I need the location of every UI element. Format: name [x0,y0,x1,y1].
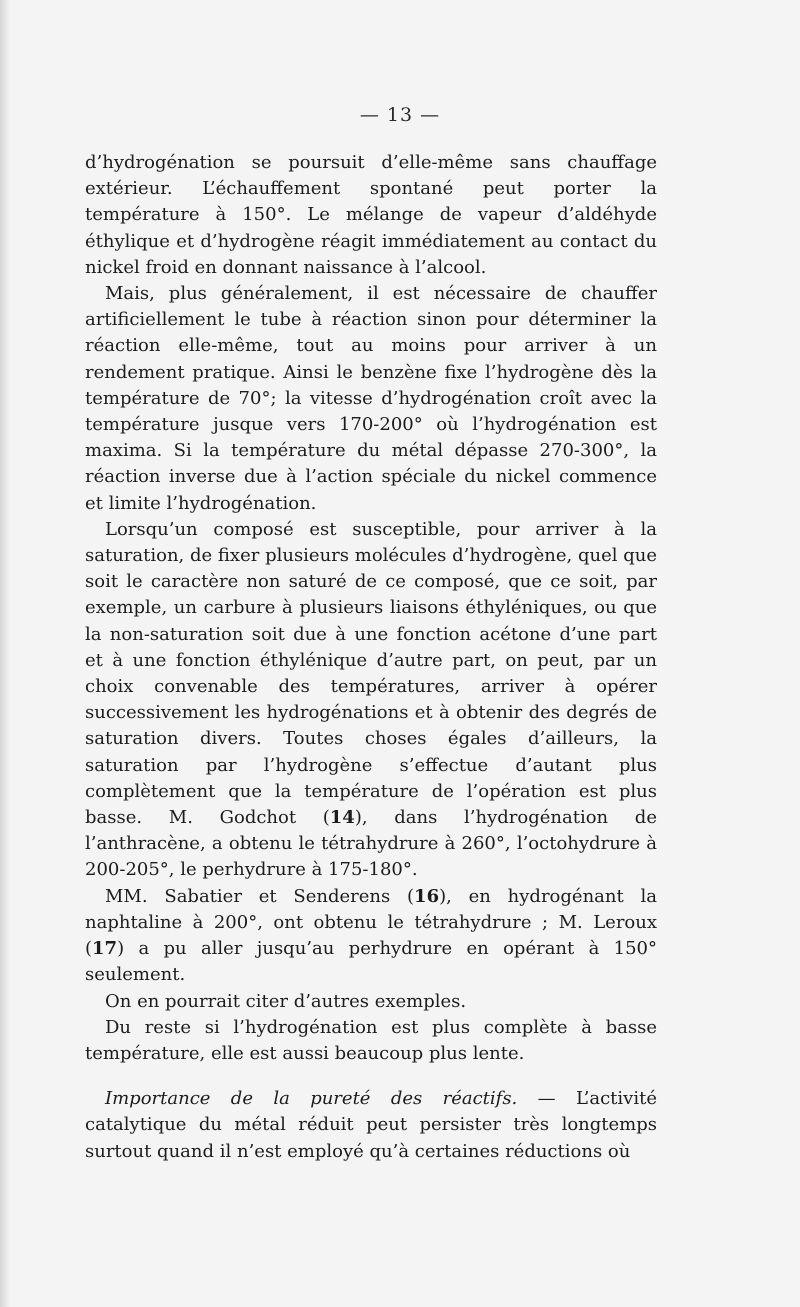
section-text: — L’activité catalytique du métal réduit peut persister très longtemps surtout quand il n’est employé qu’à certaines réductions où [85,1088,657,1162]
body-text [85,150,657,1165]
paragraph-4-text: MM. Sabatier et Senderens ( [105,885,415,907]
paragraph-3-text-after: ), dans l’hydrogénation de l’anthracène, a obtenu le tétrahydrure à 260°, l’octohydrure à 200-205°, le perhydrure à 175-180°. [85,807,657,881]
paragraph-1: d’hydrogénation se poursuit d’elle-même sans chauffage extérieur. L’échauffement spontané peut porter la température à 150°. Le mélange de vapeur d’aldéhyde éthylique et d’hydrogène réagit immédiatement au contact du nickel froid en donnant naissance à l’alcool. [85,152,657,278]
paragraph-5: On en pourrait citer d’autres exemples. [105,990,467,1012]
paragraph-4-text-mid: ), en hydrogénant la naphtaline à 200°, ont obtenu le tétrahydrure ; M. Leroux ( [85,885,657,960]
paragraph-3 [85,517,657,884]
paragraph-4-text-after: ) a pu aller jusqu’au perhydrure en opérant à 150° seulement. [85,938,657,986]
binding-shadow [0,0,10,1307]
page-number: — 13 — [359,104,441,126]
reference-17: 17 [92,938,118,960]
paragraph-4 [85,884,657,989]
paragraph-3-text: Lorsqu’un composé est susceptible, pour arriver à la saturation, de fixer plusieurs molécules d’hydrogène, quel que soit le caractère non saturé de ce composé, que ce soit, par exemple, un carbure à plusieurs liaisons éthyléniques, ou que la non-saturation soit due à une fonction acétone d’une part et à une fonction éthylénique d’autre part, on peut, par un choix convenable des températures, arriver à opérer successivement les hydrogénations et à obtenir des degrés de saturation divers. Toutes choses égales d’ailleurs, la saturation par l’hydrogène s’effectue d’autant plus complètement que la température de l’opération est plus basse. M. Godchot ( [85,518,657,829]
reference-14: 14 [329,807,355,829]
reference-16: 16 [414,885,440,907]
paragraph-6: Du reste si l’hydrogénation est plus complète à basse température, elle est aussi beaucoup plus lente. [85,1016,657,1064]
section-heading: Importance de la pureté des réactifs. [105,1088,518,1110]
section-paragraph [85,1086,657,1165]
paragraph-2: Mais, plus généralement, il est nécessaire de chauffer artificiellement le tube à réaction sinon pour déterminer la réaction elle-même, tout au moins pour arriver à un rendement pratique. Ainsi le benzène fixe l’hydrogène dès la température de 70°; la vitesse d’hydrogénation croît avec la température jusque vers 170-200° où l’hydrogénation est maxima. Si la température du métal dépasse 270-300°, la réaction inverse due à l’action spéciale du nickel commence et limite l’hydrogénation. [85,283,657,514]
